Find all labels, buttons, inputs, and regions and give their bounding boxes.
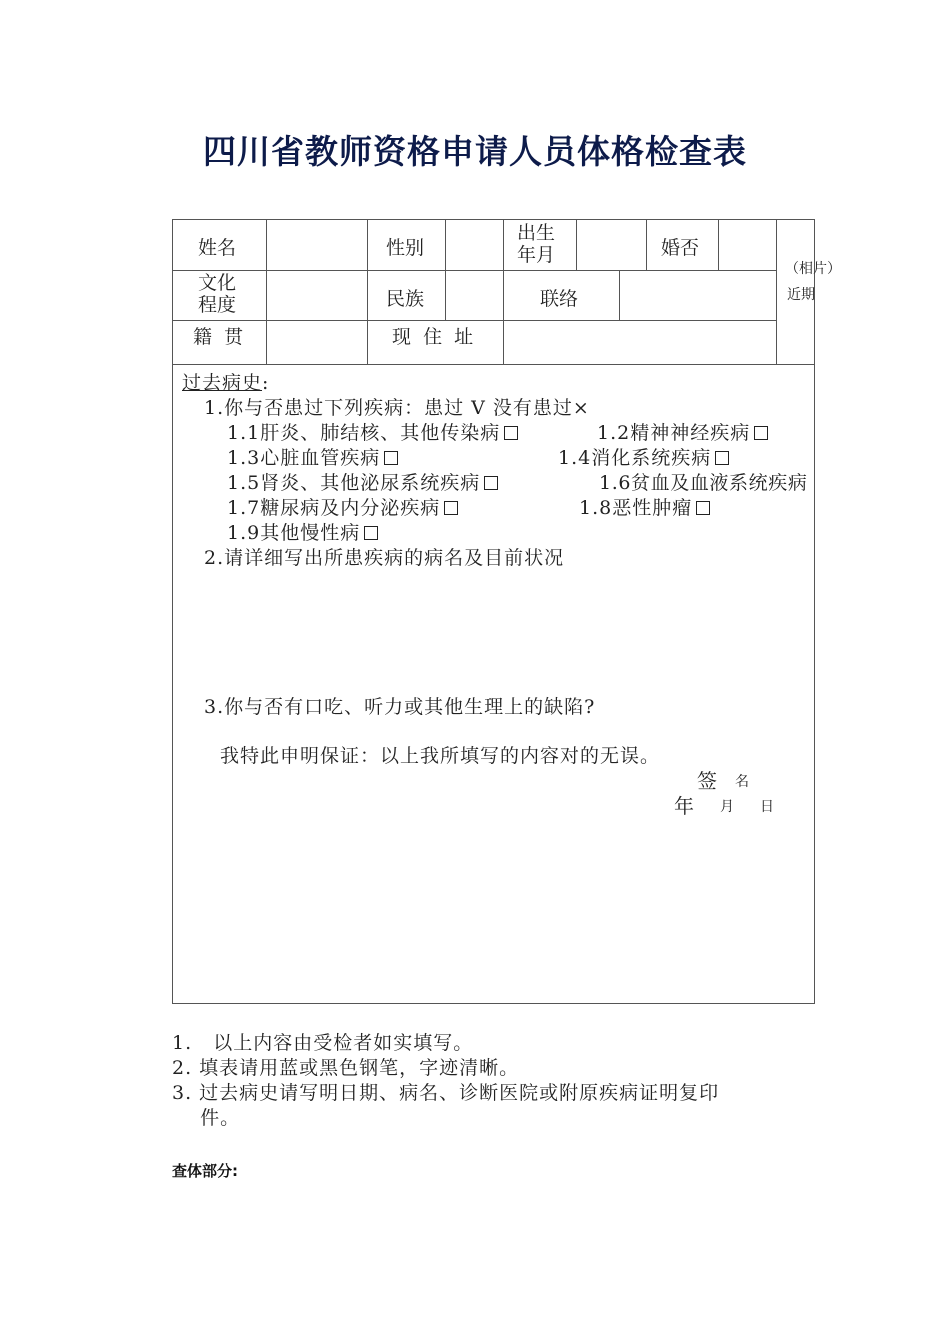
col-divider-e	[576, 219, 577, 270]
label-birth	[517, 222, 555, 266]
row-divider-1	[172, 270, 776, 271]
label-birth-line2: 年月	[517, 244, 556, 266]
date-month-label: 月	[720, 799, 734, 815]
history-q1: 1.你与否患过下列疾病：患过 V 没有患过×	[204, 397, 590, 419]
disease-item-1-5-label: 1.5肾炎、其他泌尿系统疾病	[227, 472, 481, 494]
note-1: 1. 以上内容由受检者如实填写。	[172, 1032, 474, 1054]
disease-item-1-6: 1.6贫血及血液系统疾病	[599, 472, 808, 494]
disease-item-1-4-label: 1.4消化系统疾病	[558, 447, 712, 469]
disease-item-1-8	[579, 493, 710, 520]
disease-item-1-9-label: 1.9其他慢性病	[227, 522, 361, 544]
label-education-line1: 文化	[198, 272, 237, 294]
col-divider-a	[266, 219, 267, 364]
photo-label-recent: 近期	[787, 287, 815, 303]
disease-item-1-5	[227, 468, 498, 495]
col-divider-f	[646, 219, 647, 270]
label-gender: 性别	[386, 237, 425, 259]
sign-label-big: 签	[697, 769, 717, 793]
col-divider-c	[445, 219, 446, 320]
checkbox-1-7[interactable]	[444, 501, 458, 515]
section-label: 查体部分:	[172, 1162, 238, 1180]
label-name: 姓名	[198, 237, 237, 259]
col-divider-b	[367, 219, 368, 364]
label-address: 现 住 址	[392, 326, 474, 348]
checkbox-1-4[interactable]	[715, 451, 729, 465]
history-heading	[182, 368, 269, 395]
disease-item-1-3	[227, 443, 398, 470]
col-divider-d	[503, 219, 504, 364]
label-contact: 联络	[540, 288, 579, 310]
label-married: 婚否	[661, 237, 700, 259]
col-divider-g	[718, 219, 719, 270]
checkbox-1-8[interactable]	[696, 501, 710, 515]
disease-item-1-2	[597, 418, 768, 445]
date-day-label: 日	[760, 799, 774, 815]
history-q3: 3.你与否有口吃、听力或其他生理上的缺陷?	[204, 696, 596, 718]
checkbox-1-5[interactable]	[484, 476, 498, 490]
photo-divider	[776, 219, 777, 364]
disease-item-1-9	[227, 518, 378, 545]
disease-item-1-1-label: 1.1肝炎、肺结核、其他传染病	[227, 422, 501, 444]
disease-item-1-2-label: 1.2精神神经疾病	[597, 422, 751, 444]
photo-label: （相片）	[785, 261, 841, 277]
checkbox-1-3[interactable]	[384, 451, 398, 465]
declaration: 我特此申明保证：以上我所填写的内容对的无误。	[220, 745, 661, 767]
date-year-label: 年	[674, 794, 694, 818]
checkbox-1-1[interactable]	[504, 426, 518, 440]
note-3-cont: 件。	[172, 1107, 241, 1129]
disease-item-1-8-label: 1.8恶性肿瘤	[579, 497, 693, 519]
checkbox-1-9[interactable]	[364, 526, 378, 540]
note-3: 3. 过去病史请写明日期、病名、诊断医院或附原疾病证明复印	[172, 1082, 720, 1104]
label-birth-line1: 出生	[517, 222, 556, 244]
label-education-line2: 程度	[198, 294, 237, 316]
sign-label-small: 名	[735, 774, 749, 790]
history-heading-colon: :	[262, 372, 270, 394]
label-ethnicity: 民族	[386, 288, 425, 310]
row-divider-3	[172, 364, 815, 365]
label-education	[198, 272, 236, 316]
checkbox-1-2[interactable]	[754, 426, 768, 440]
health-form-table	[172, 219, 815, 1004]
disease-item-1-4	[558, 443, 729, 470]
col-divider-h	[619, 270, 620, 320]
history-heading-text: 过去病史	[182, 372, 263, 394]
page-title: 四川省教师资格申请人员体格检查表	[203, 132, 747, 171]
disease-item-1-7	[227, 493, 458, 520]
disease-item-1-7-label: 1.7糖尿病及内分泌疾病	[227, 497, 441, 519]
disease-item-1-3-label: 1.3心脏血管疾病	[227, 447, 381, 469]
history-q2: 2.请详细写出所患疾病的病名及目前状况	[204, 547, 565, 569]
disease-item-1-1	[227, 418, 518, 445]
row-divider-2	[172, 320, 776, 321]
note-2: 2. 填表请用蓝或黑色钢笔，字迹清晰。	[172, 1057, 520, 1079]
label-native-place: 籍 贯	[193, 326, 244, 348]
